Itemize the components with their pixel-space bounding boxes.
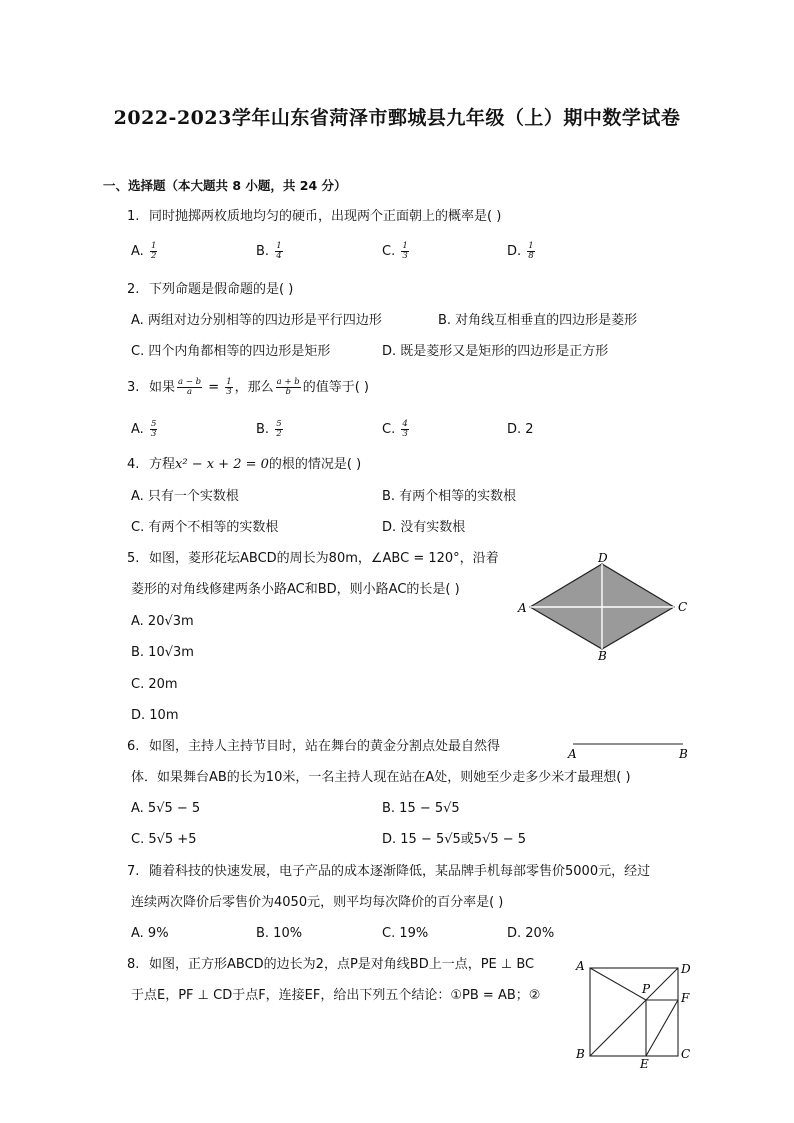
question-number: 7. (127, 864, 140, 879)
q6-option-c[interactable]: C. 5√5 +5 (131, 832, 197, 847)
q6-option-d[interactable]: D. 15 − 5√5或5√5 − 5 (382, 832, 527, 847)
question-number: 4. (127, 457, 140, 472)
question-7-line-2: 连续两次降价后零售价为4050元，则平均每次降价的百分率是( ) (131, 895, 504, 910)
q2-option-c[interactable]: C. 四个内角都相等的四边形是矩形 (131, 344, 331, 359)
q2-option-a[interactable]: A. 两组对边分别相等的四边形是平行四边形 (131, 313, 382, 328)
q1-option-d[interactable] (507, 242, 537, 261)
section-heading: 一、选择题（本大题共 8 小题，共 24 分） (103, 178, 347, 193)
q3-option-d[interactable]: D. 2 (507, 422, 534, 437)
label-a: A (518, 601, 527, 615)
diagonal-bd (590, 968, 678, 1056)
question-text: 随着科技的快速发展，电子产品的成本逐渐降低，某品牌手机每部零售价5000元，经过 (149, 864, 651, 879)
question-number: 8. (127, 957, 140, 972)
question-6-line-2: 体．如果舞台AB的长为10米，一名主持人现在站在A处，则她至少走多少米才最理想( ) (131, 770, 631, 785)
question-1 (127, 208, 501, 226)
q7-option-c[interactable]: C. 19% (382, 926, 429, 941)
question-8 (127, 956, 534, 974)
question-text: 同时抛掷两枚质地均匀的硬币，出现两个正面朝上的概率是( ) (149, 209, 502, 224)
q3-option-a[interactable] (131, 420, 159, 439)
option-label: D. (507, 244, 522, 259)
square-figure (570, 955, 694, 1071)
label-a: A (576, 959, 585, 973)
label-d: D (598, 552, 608, 565)
option-label: C. (382, 422, 396, 437)
q2-option-d[interactable]: D. 既是菱形又是矩形的四边形是正方形 (382, 344, 609, 359)
question-text: 的值等于( ) (302, 380, 369, 395)
q7-option-b[interactable]: B. 10% (256, 926, 303, 941)
q5-option-b[interactable]: B. 10√3m (131, 645, 194, 660)
segment-figure (563, 735, 693, 761)
question-number: 6. (127, 739, 140, 754)
question-text: 如图，主持人主持节目时，站在舞台的黄金分割点处最自然得 (149, 739, 501, 754)
q5-option-d[interactable]: D. 10m (131, 708, 179, 723)
fraction: $\frac{1}{3}$ (226, 377, 232, 397)
q3-option-b[interactable] (256, 420, 285, 439)
label-f: F (681, 991, 690, 1005)
question-5 (127, 550, 499, 568)
q5-option-a[interactable]: A. 20√3m (131, 614, 194, 629)
fraction: $\frac{1}{8}$ (528, 241, 534, 261)
fraction: $\frac{a - b}{a}$ (178, 377, 202, 397)
q1-option-c[interactable] (382, 242, 411, 261)
question-5-line-2: 菱形的对角线修建两条小路AC和BD，则小路AC的长是( ) (131, 582, 460, 597)
question-text: 方程 (149, 457, 176, 472)
fraction: $\frac{4}{3}$ (402, 419, 408, 439)
q5-option-c[interactable]: C. 20m (131, 677, 178, 692)
q6-option-b[interactable]: B. 15 − 5√5 (382, 801, 460, 816)
fraction: $\frac{5}{2}$ (276, 419, 282, 439)
label-p: P (642, 982, 651, 996)
q7-option-d[interactable]: D. 20% (507, 926, 555, 941)
label-c: C (678, 600, 688, 614)
q7-option-a[interactable]: A. 9% (131, 926, 169, 941)
q4-option-b[interactable]: B. 有两个相等的实数根 (382, 489, 517, 504)
option-label: B. (256, 244, 270, 259)
question-number: 3. (127, 380, 140, 395)
label-b: B (576, 1047, 585, 1061)
fraction: $\frac{a + b}{b}$ (276, 377, 300, 397)
q1-option-a[interactable] (131, 242, 159, 261)
question-text: 如图，菱形花坛ABCD的周长为80m，∠ABC = 120°，沿着 (149, 551, 499, 566)
question-text: ，那么 (234, 380, 274, 395)
equation: x² − x + 2 = 0 (175, 457, 269, 472)
question-6 (127, 738, 500, 756)
option-label: A. (131, 244, 144, 259)
rhombus-figure (512, 552, 697, 662)
equals-sign: = (204, 380, 224, 395)
question-text: 下列命题是假命题的是( ) (149, 282, 294, 297)
label-e: E (640, 1057, 649, 1071)
fraction: $\frac{1}{4}$ (276, 241, 282, 261)
segment-ap (590, 968, 646, 1000)
question-text: 如果 (149, 380, 176, 395)
question-4 (127, 456, 361, 474)
label-c: C (681, 1047, 691, 1061)
q1-option-b[interactable] (256, 242, 285, 261)
question-8-line-2: 于点E，PF ⊥ CD于点F，连接EF，给出下列五个结论：①PB = AB；② (131, 988, 541, 1003)
label-d: D (681, 962, 691, 976)
option-label: A. (131, 422, 144, 437)
q4-option-d[interactable]: D. 没有实数根 (382, 520, 466, 535)
fraction: $\frac{1}{3}$ (402, 241, 408, 261)
label-b: B (679, 747, 688, 761)
fraction: $\frac{5}{3}$ (150, 419, 157, 439)
q4-option-a[interactable]: A. 只有一个实数根 (131, 489, 239, 504)
fraction: $\frac{1}{2}$ (150, 241, 157, 261)
option-label: C. (382, 244, 396, 259)
label-a: A (568, 747, 577, 761)
question-text: 的根的情况是( ) (268, 457, 362, 472)
exam-title: 2022-2023学年山东省菏泽市鄄城县九年级（上）期中数学试卷 (113, 107, 681, 129)
question-number: 1. (127, 209, 140, 224)
option-label: B. (256, 422, 270, 437)
question-2 (127, 281, 293, 299)
question-7 (127, 863, 650, 881)
q4-option-c[interactable]: C. 有两个不相等的实数根 (131, 520, 279, 535)
question-number: 2. (127, 282, 140, 297)
q3-option-c[interactable] (382, 420, 411, 439)
label-b: B (598, 649, 607, 662)
segment-ef (646, 1000, 678, 1056)
question-3 (127, 378, 369, 397)
question-number: 5. (127, 551, 140, 566)
q6-option-a[interactable]: A. 5√5 − 5 (131, 801, 201, 816)
q2-option-b[interactable]: B. 对角线互相垂直的四边形是菱形 (438, 313, 638, 328)
question-text: 如图，正方形ABCD的边长为2，点P是对角线BD上一点，PE ⊥ BC (149, 957, 535, 972)
